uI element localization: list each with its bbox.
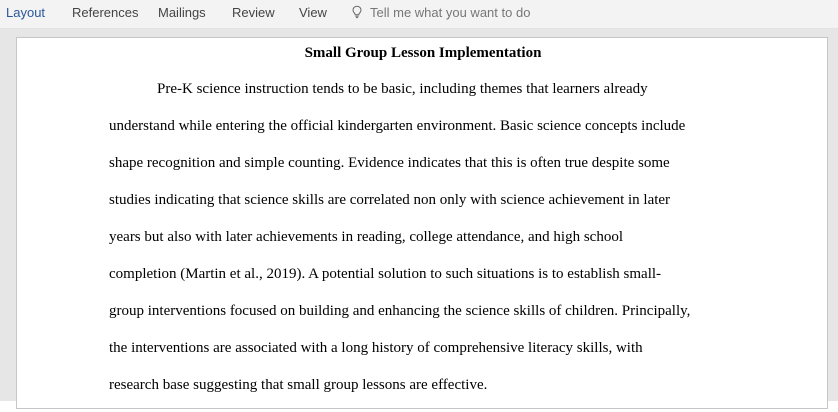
- paragraph-line: shape recognition and simple counting. Evidence indicates that this is often true despite some: [109, 155, 670, 171]
- tab-layout[interactable]: Layout: [6, 5, 46, 20]
- paragraph-line: understand while entering the official kindergarten environment. Basic science concepts include: [109, 118, 686, 134]
- paragraph-line: group interventions focused on building and enhancing the science skills of children. Principally,: [109, 303, 691, 319]
- tell-me-placeholder: Tell me what you want to do: [370, 5, 531, 20]
- ribbon-tab-bar: [0, 0, 838, 29]
- lightbulb-icon: [350, 5, 364, 19]
- paragraph-line: years but also with later achievements in reading, college attendance, and high school: [109, 229, 623, 245]
- document-paragraph: [109, 79, 749, 412]
- paragraph-line: studies indicating that science skills are correlated non only with science achievement in later: [109, 192, 671, 208]
- tab-references[interactable]: References: [72, 5, 139, 20]
- paragraph-line: completion (Martin et al., 2019). A potential solution to such situations is to establish small-: [109, 266, 662, 282]
- paragraph-line: the interventions are associated with a long history of comprehensive literacy skills, with: [109, 340, 643, 356]
- tab-view[interactable]: View: [299, 5, 327, 20]
- paragraph-line: research base suggesting that small group lessons are effective.: [109, 377, 488, 393]
- tab-mailings[interactable]: Mailings: [158, 5, 206, 20]
- tell-me-search[interactable]: [350, 5, 530, 20]
- document-page[interactable]: [16, 37, 828, 409]
- document-title: Small Group Lesson Implementation: [304, 45, 542, 61]
- paragraph-line: Pre-K science instruction tends to be basic, including themes that learners already: [157, 81, 648, 97]
- tab-review[interactable]: Review: [232, 5, 275, 20]
- document-canvas: [0, 29, 838, 401]
